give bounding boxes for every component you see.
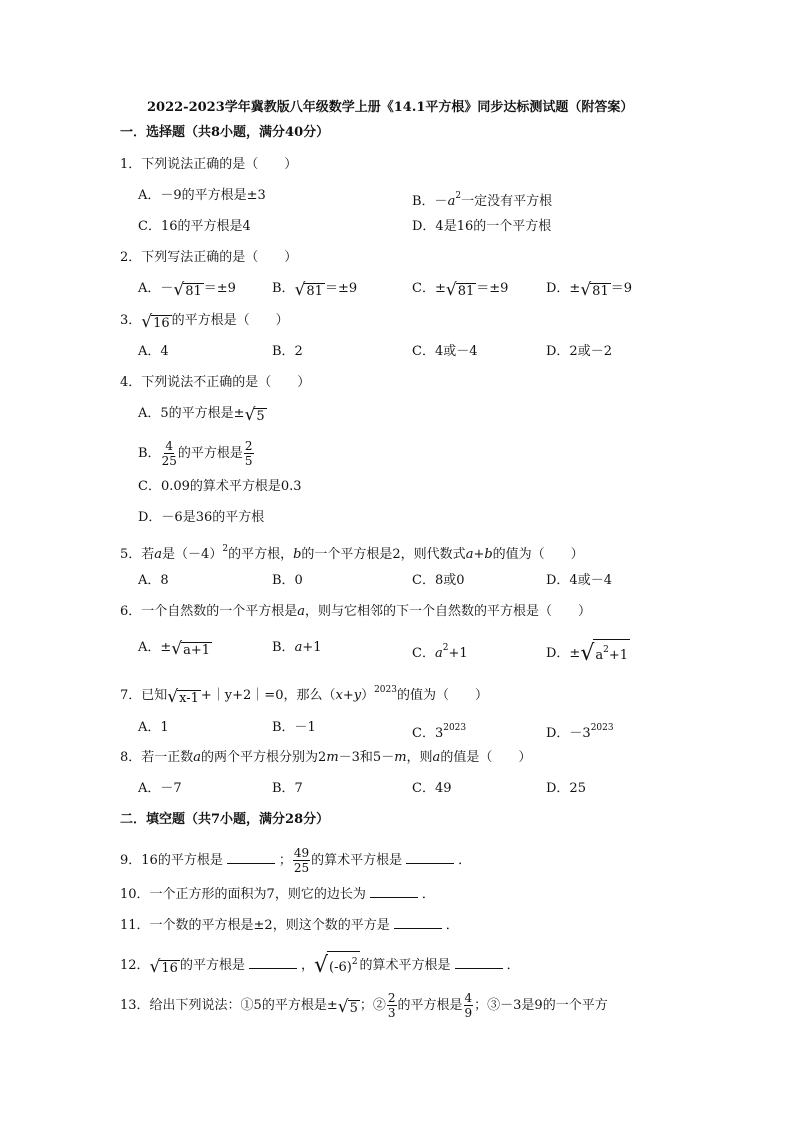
q6-option-c: C．$a^2+1$ — [412, 643, 468, 661]
q7-option-b: B．－1 — [272, 720, 316, 735]
q7-option-c: C．$3^{2023}$ — [412, 723, 467, 741]
q3-option-d: D．2或－2 — [546, 344, 612, 359]
question-12: 12． √ 16 的平方根是 ， √ $(-6)^2$ 的算术平方根是 ． — [120, 953, 520, 978]
answer-blank[interactable] — [455, 956, 503, 969]
question-9: 9．16的平方根是 ； $\frac{49}{25}$ 的算术平方根是 ． — [120, 846, 472, 875]
q1-option-d: D．4是16的一个平方根 — [412, 219, 552, 234]
question-11: 11．一个数的平方根是±2，则这个数的平方是 ． — [120, 918, 459, 933]
q1-option-c: C．16的平方根是4 — [138, 219, 251, 234]
q5-option-a: A．8 — [138, 573, 169, 588]
question-13: 13．给出下列说法：①5的平方根是± √ 5 ；② $\frac{2}{3}$ 的平方根是 $\frac{4}{9}$ ；③－3是9的一个平方 — [120, 991, 608, 1020]
q4-option-b: B． $\frac{4}{25}$ 的平方根是 $\frac{2}{5}$ — [138, 439, 253, 468]
q5-option-d: D．4或－4 — [546, 573, 612, 588]
question-10: 10．一个正方形的面积为7，则它的边长为 ． — [120, 887, 435, 902]
q8-option-a: A．－7 — [138, 781, 182, 796]
q7-option-a: A．1 — [138, 720, 169, 735]
q8-option-b: B．7 — [272, 781, 303, 796]
q2-option-d: D．± √ 81 ＝9 — [546, 280, 632, 300]
q8-option-d: D．25 — [546, 781, 586, 796]
q6-option-d: D．± √ $a^2+1$ — [546, 641, 629, 666]
q8-option-c: C．49 — [412, 781, 452, 796]
page-title: 2022-2023学年冀教版八年级数学上册《14.1平方根》同步达标测试题（附答案） — [147, 100, 634, 115]
question-6-stem: 6．一个自然数的一个平方根是a，则与它相邻的下一个自然数的平方根是（ ） — [120, 604, 592, 619]
answer-blank[interactable] — [249, 956, 297, 969]
answer-blank[interactable] — [227, 851, 275, 864]
question-5-stem: 5．若a是$(-4)^2$的平方根，b的一个平方根是2，则代数式a+b的值为（ ） — [120, 544, 584, 562]
q5-option-b: B．0 — [272, 573, 303, 588]
q2-option-c: C．± √ 81 ＝±9 — [412, 280, 509, 300]
section-choice-heading: 一．选择题（共8小题，满分40分） — [120, 125, 330, 140]
q1-option-b: B．$-a^2$一定没有平方根 — [412, 191, 553, 209]
answer-blank[interactable] — [406, 851, 454, 864]
q2-option-a: A．－ √ 81 ＝±9 — [138, 280, 236, 300]
q3-option-a: A．4 — [138, 344, 169, 359]
q6-option-a: A．± √ a+1 — [138, 639, 211, 659]
q3-option-b: B．2 — [272, 344, 303, 359]
q6-option-b: B．a+1 — [272, 640, 322, 655]
question-3-stem: 3． √ 16 的平方根是（ ） — [120, 312, 289, 332]
question-7-stem: 7．已知 √ x-1 +｜y+2｜=0，那么$(x+y)^{2023}$的值为（ ） — [120, 685, 488, 707]
q3-option-c: C．4或－4 — [412, 344, 478, 359]
q1-option-a: A．－9的平方根是±3 — [138, 188, 266, 203]
answer-blank[interactable] — [394, 916, 442, 929]
question-4-stem: 4．下列说法不正确的是（ ） — [120, 375, 311, 390]
section-fill-heading: 二．填空题（共7小题，满分28分） — [120, 812, 330, 827]
question-8-stem: 8．若一正数a的两个平方根分别为2m－3和5－m，则a的值是（ ） — [120, 750, 532, 765]
question-1-stem: 1．下列说法正确的是（ ） — [120, 157, 298, 172]
q4-option-d: D．－6是36的平方根 — [138, 510, 265, 525]
q7-option-d: D．$-3^{2023}$ — [546, 723, 614, 741]
q4-option-c: C．0.09的算术平方根是0.3 — [138, 479, 302, 494]
q4-option-a: A．5的平方根是± √ 5 — [138, 405, 265, 425]
answer-blank[interactable] — [370, 885, 418, 898]
q2-option-b: B． √ 81 ＝±9 — [272, 280, 358, 300]
q5-option-c: C．8或0 — [412, 573, 465, 588]
question-2-stem: 2．下列写法正确的是（ ） — [120, 250, 298, 265]
